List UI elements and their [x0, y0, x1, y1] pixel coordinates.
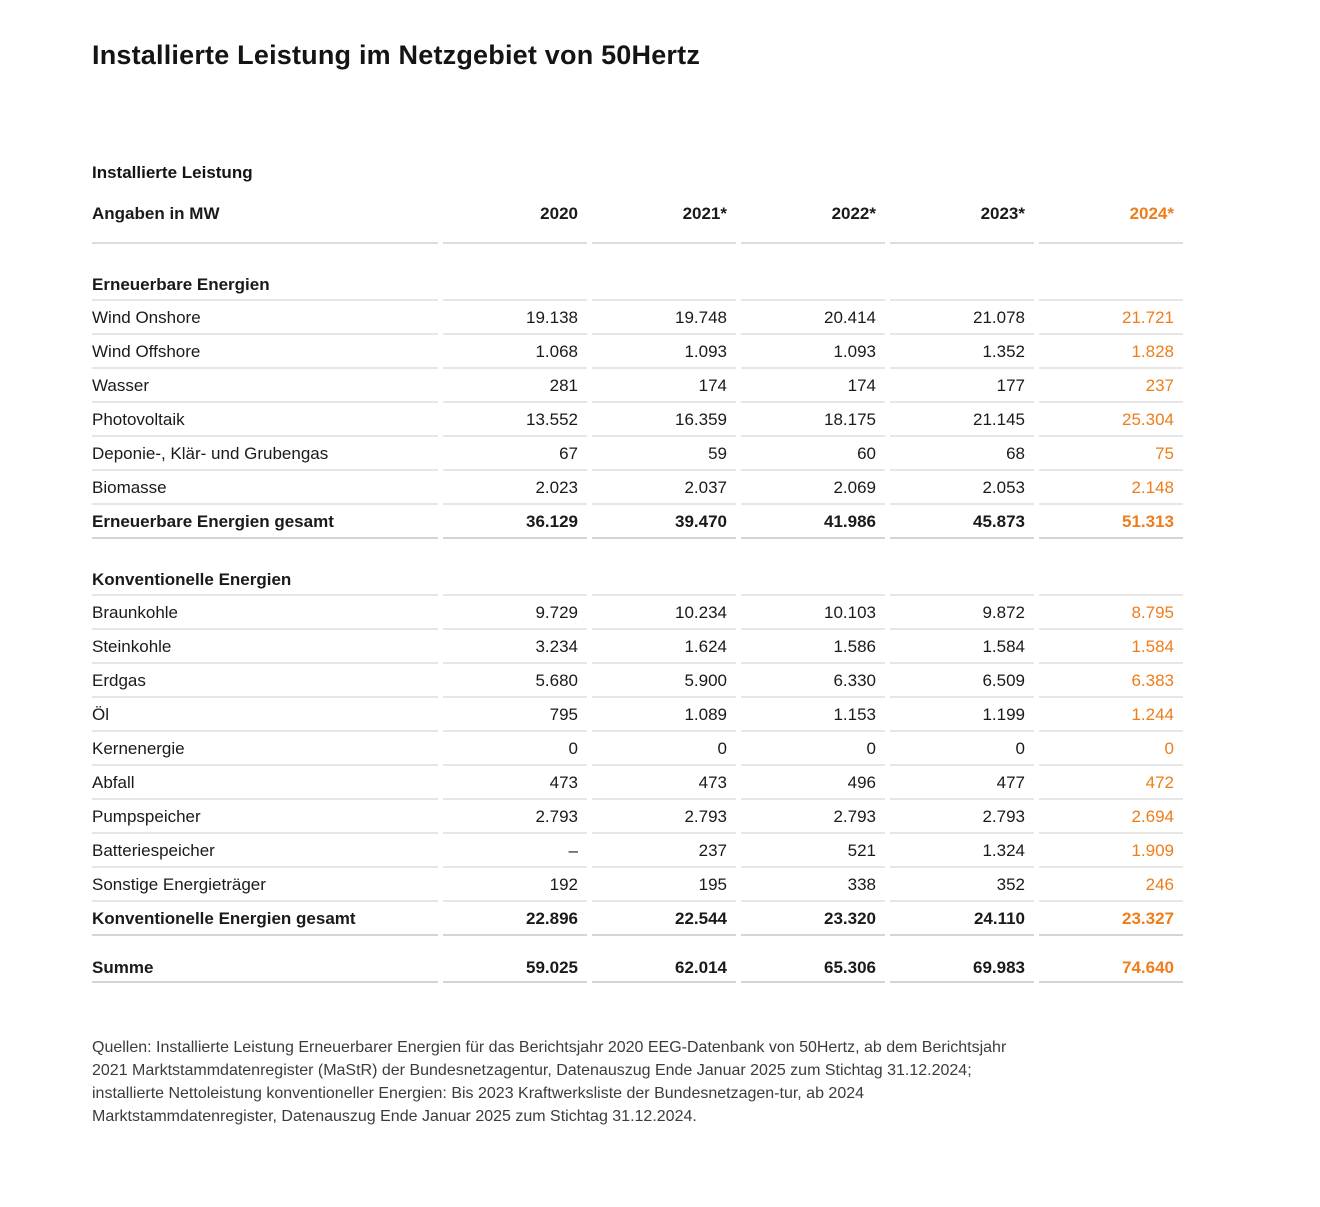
section-empty-cell — [438, 539, 587, 596]
value-cell: 68 — [885, 437, 1034, 471]
row-label: Erdgas — [92, 664, 438, 698]
row-label: Öl — [92, 698, 438, 732]
section-empty-cell — [736, 244, 885, 301]
value-cell: 2.053 — [885, 471, 1034, 505]
value-cell: 16.359 — [587, 403, 736, 437]
value-cell: 59 — [587, 437, 736, 471]
value-cell: 24.110 — [885, 902, 1034, 936]
table-row — [92, 800, 1183, 834]
value-cell: 62.014 — [587, 936, 736, 983]
value-cell: 3.234 — [438, 630, 587, 664]
value-cell: 1.093 — [587, 335, 736, 369]
row-label: Steinkohle — [92, 630, 438, 664]
section-empty-cell — [1034, 244, 1183, 301]
row-label: Braunkohle — [92, 596, 438, 630]
table-row — [92, 766, 1183, 800]
table-row — [92, 437, 1183, 471]
row-label: Photovoltaik — [92, 403, 438, 437]
value-cell: 195 — [587, 868, 736, 902]
value-cell: 496 — [736, 766, 885, 800]
table-row — [92, 403, 1183, 437]
value-cell: 473 — [587, 766, 736, 800]
value-cell: 0 — [587, 732, 736, 766]
value-cell: 65.306 — [736, 936, 885, 983]
table-row — [92, 630, 1183, 664]
value-cell: 22.544 — [587, 902, 736, 936]
table-row — [92, 664, 1183, 698]
value-cell: 2.793 — [438, 800, 587, 834]
row-label: Sonstige Energieträger — [92, 868, 438, 902]
row-label: Konventionelle Energien — [92, 539, 438, 596]
value-cell: 352 — [885, 868, 1034, 902]
value-cell: 23.327 — [1034, 902, 1183, 936]
table-caption: Installierte Leistung — [92, 163, 253, 182]
value-cell: 23.320 — [736, 902, 885, 936]
value-cell: 20.414 — [736, 301, 885, 335]
table-row — [92, 596, 1183, 630]
value-cell: 2.694 — [1034, 800, 1183, 834]
value-cell: 2.793 — [736, 800, 885, 834]
value-cell: 9.729 — [438, 596, 587, 630]
value-cell: 25.304 — [1034, 403, 1183, 437]
value-cell: 0 — [736, 732, 885, 766]
table-row — [92, 301, 1183, 335]
value-cell: 0 — [885, 732, 1034, 766]
value-cell: 2.023 — [438, 471, 587, 505]
value-cell: – — [438, 834, 587, 868]
value-cell: 67 — [438, 437, 587, 471]
value-cell: 795 — [438, 698, 587, 732]
value-cell: 237 — [587, 834, 736, 868]
value-cell: 6.509 — [885, 664, 1034, 698]
value-cell: 338 — [736, 868, 885, 902]
row-label: Abfall — [92, 766, 438, 800]
value-cell: 2.037 — [587, 471, 736, 505]
table-row — [92, 698, 1183, 732]
value-cell: 74.640 — [1034, 936, 1183, 983]
value-cell: 174 — [736, 369, 885, 403]
total-row-conventional — [92, 902, 1183, 936]
value-cell: 6.383 — [1034, 664, 1183, 698]
capacity-table — [92, 200, 1183, 983]
row-label: Erneuerbare Energien gesamt — [92, 505, 438, 539]
value-cell: 521 — [736, 834, 885, 868]
value-cell: 6.330 — [736, 664, 885, 698]
value-cell: 2.148 — [1034, 471, 1183, 505]
value-cell: 1.909 — [1034, 834, 1183, 868]
value-cell: 1.093 — [736, 335, 885, 369]
value-cell: 1.199 — [885, 698, 1034, 732]
sum-row — [92, 936, 1183, 983]
value-cell: 60 — [736, 437, 885, 471]
page-title: Installierte Leistung im Netzgebiet von 50Hertz — [92, 40, 701, 70]
value-cell: 13.552 — [438, 403, 587, 437]
value-cell: 10.103 — [736, 596, 885, 630]
value-cell: 1.089 — [587, 698, 736, 732]
value-cell: 9.872 — [885, 596, 1034, 630]
section-empty-cell — [885, 539, 1034, 596]
value-cell: 1.153 — [736, 698, 885, 732]
row-label: Wind Offshore — [92, 335, 438, 369]
value-cell: 75 — [1034, 437, 1183, 471]
table-row — [92, 732, 1183, 766]
value-cell: 281 — [438, 369, 587, 403]
value-cell: 21.145 — [885, 403, 1034, 437]
value-cell: 45.873 — [885, 505, 1034, 539]
row-label: Konventionelle Energien gesamt — [92, 902, 438, 936]
row-label: Summe — [92, 936, 438, 983]
value-cell: 2.793 — [885, 800, 1034, 834]
header-year-2024: 2024* — [1034, 200, 1183, 244]
table-row — [92, 834, 1183, 868]
value-cell: 21.078 — [885, 301, 1034, 335]
row-label: Kernenergie — [92, 732, 438, 766]
value-cell: 39.470 — [587, 505, 736, 539]
value-cell: 5.900 — [587, 664, 736, 698]
section-empty-cell — [587, 539, 736, 596]
value-cell: 41.986 — [736, 505, 885, 539]
value-cell: 19.138 — [438, 301, 587, 335]
header-year-2022: 2022* — [736, 200, 885, 244]
value-cell: 0 — [1034, 732, 1183, 766]
value-cell: 8.795 — [1034, 596, 1183, 630]
value-cell: 51.313 — [1034, 505, 1183, 539]
value-cell: 1.244 — [1034, 698, 1183, 732]
value-cell: 1.068 — [438, 335, 587, 369]
row-label: Erneuerbare Energien — [92, 244, 438, 301]
table-row — [92, 868, 1183, 902]
value-cell: 1.584 — [1034, 630, 1183, 664]
value-cell: 177 — [885, 369, 1034, 403]
value-cell: 69.983 — [885, 936, 1034, 983]
value-cell: 21.721 — [1034, 301, 1183, 335]
row-label: Wind Onshore — [92, 301, 438, 335]
header-year-2021: 2021* — [587, 200, 736, 244]
table-header-row — [92, 200, 1183, 244]
section-empty-cell — [736, 539, 885, 596]
value-cell: 59.025 — [438, 936, 587, 983]
section-empty-cell — [1034, 539, 1183, 596]
value-cell: 237 — [1034, 369, 1183, 403]
section-row-conventional — [92, 539, 1183, 596]
row-label: Biomasse — [92, 471, 438, 505]
section-empty-cell — [885, 244, 1034, 301]
row-label: Wasser — [92, 369, 438, 403]
value-cell: 0 — [438, 732, 587, 766]
value-cell: 19.748 — [587, 301, 736, 335]
section-row-renewables — [92, 244, 1183, 301]
value-cell: 2.793 — [587, 800, 736, 834]
row-label: Batteriespeicher — [92, 834, 438, 868]
value-cell: 1.584 — [885, 630, 1034, 664]
value-cell: 477 — [885, 766, 1034, 800]
table-row — [92, 471, 1183, 505]
value-cell: 192 — [438, 868, 587, 902]
table-body — [92, 244, 1183, 983]
row-label: Pumpspeicher — [92, 800, 438, 834]
sources-note: Quellen: Installierte Leistung Erneuerbarer Energien für das Berichtsjahr 2020 EEG-Datenbank von 50Hertz, ab dem Berichtsjahr 2021 Marktstammdatenregister (MaStR) der Bundesnetzagentur, Datenauszug Ende Januar 2025 zum Stichtag 31.12.2024; installierte Nettoleistung konventioneller Energien: Bis 2023 Kraftwerksliste der Bundesnetzagen-tur, ab 2024 Marktstammdatenregister, Datenauszug Ende Januar 2025 zum Stichtag 31.12.2024. — [92, 1039, 1007, 1125]
value-cell: 1.586 — [736, 630, 885, 664]
table-row — [92, 369, 1183, 403]
row-label: Deponie-, Klär- und Grubengas — [92, 437, 438, 471]
value-cell: 36.129 — [438, 505, 587, 539]
value-cell: 1.324 — [885, 834, 1034, 868]
value-cell: 472 — [1034, 766, 1183, 800]
value-cell: 1.624 — [587, 630, 736, 664]
section-empty-cell — [438, 244, 587, 301]
table-row — [92, 335, 1183, 369]
header-unit-label: Angaben in MW — [92, 200, 438, 244]
header-year-2020: 2020 — [438, 200, 587, 244]
value-cell: 22.896 — [438, 902, 587, 936]
value-cell: 2.069 — [736, 471, 885, 505]
section-empty-cell — [587, 244, 736, 301]
value-cell: 473 — [438, 766, 587, 800]
value-cell: 5.680 — [438, 664, 587, 698]
total-row-renewables — [92, 505, 1183, 539]
value-cell: 18.175 — [736, 403, 885, 437]
value-cell: 174 — [587, 369, 736, 403]
value-cell: 10.234 — [587, 596, 736, 630]
value-cell: 1.828 — [1034, 335, 1183, 369]
value-cell: 1.352 — [885, 335, 1034, 369]
header-year-2023: 2023* — [885, 200, 1034, 244]
value-cell: 246 — [1034, 868, 1183, 902]
